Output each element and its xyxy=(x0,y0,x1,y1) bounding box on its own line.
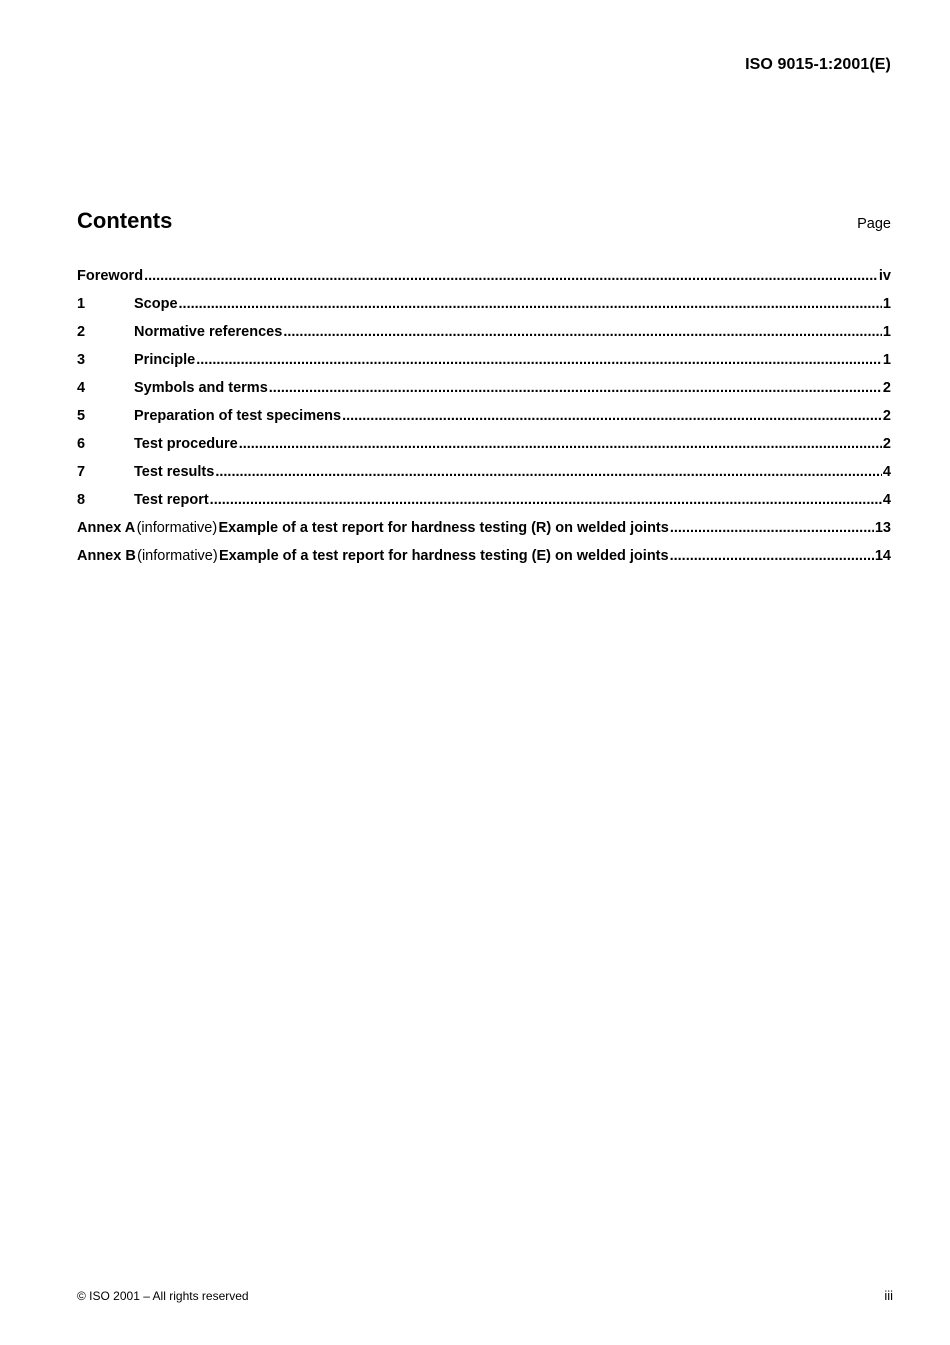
toc-entry-title: Preparation of test specimens xyxy=(134,408,342,424)
toc-entry-number: 7 xyxy=(77,464,86,480)
footer-page-number: iii xyxy=(884,1288,893,1303)
toc-entry-number: 6 xyxy=(77,436,86,452)
toc-leader xyxy=(342,408,882,424)
toc-leader xyxy=(210,492,882,508)
toc-leader xyxy=(144,268,878,284)
toc-entry-number: 4 xyxy=(77,380,86,396)
toc-entry-page: 4 xyxy=(882,492,891,508)
toc-leader xyxy=(670,520,874,536)
toc-entry-page: 1 xyxy=(882,352,891,368)
toc-entry-annex-b[interactable] xyxy=(77,548,891,576)
toc-entry-preparation-of-test-specimens[interactable] xyxy=(77,408,891,436)
toc-entry-page: iv xyxy=(878,268,891,284)
toc-entry-annex-a[interactable] xyxy=(77,520,891,548)
toc-leader xyxy=(269,380,882,396)
toc-entry-number: 5 xyxy=(77,408,86,424)
toc-entry-page: 2 xyxy=(882,408,891,424)
contents-title: Contents xyxy=(77,208,173,233)
toc-leader xyxy=(239,436,882,452)
document-id: ISO 9015-1:2001(E) xyxy=(745,56,891,73)
toc-entry-number: 1 xyxy=(77,296,86,312)
toc-entry-number: 2 xyxy=(77,324,86,340)
annex-type: (informative) xyxy=(137,548,218,564)
toc-entry-test-report[interactable] xyxy=(77,492,891,520)
toc-entry-title: Example of a test report for hardness testing (E) on welded joints xyxy=(219,548,669,564)
toc-entry-page: 2 xyxy=(882,436,891,452)
annex-label: Annex B xyxy=(77,548,136,564)
toc-entry-test-results[interactable] xyxy=(77,464,891,492)
toc-entry-title: Test report xyxy=(134,492,209,508)
toc-entry-scope[interactable] xyxy=(77,296,891,324)
toc-entry-page: 13 xyxy=(874,520,891,536)
toc-entry-page: 1 xyxy=(882,296,891,312)
toc-leader xyxy=(215,464,882,480)
toc-entry-principle[interactable] xyxy=(77,352,891,380)
toc-entry-page: 1 xyxy=(882,324,891,340)
table-of-contents xyxy=(77,268,891,576)
toc-entry-title: Principle xyxy=(134,352,196,368)
toc-entry-symbols-and-terms[interactable] xyxy=(77,380,891,408)
toc-entry-title: Test procedure xyxy=(134,436,238,452)
toc-entry-test-procedure[interactable] xyxy=(77,436,891,464)
toc-leader xyxy=(179,296,882,312)
toc-entry-title: Test results xyxy=(134,464,215,480)
toc-entry-page: 2 xyxy=(882,380,891,396)
toc-entry-page: 14 xyxy=(874,548,891,564)
annex-type: (informative) xyxy=(136,520,218,536)
toc-entry-title: Example of a test report for hardness testing (R) on welded joints xyxy=(218,520,669,536)
toc-leader xyxy=(670,548,874,564)
toc-entry-page: 4 xyxy=(882,464,891,480)
toc-entry-title: Scope xyxy=(134,296,178,312)
toc-entry-title: Normative references xyxy=(134,324,283,340)
toc-entry-title: Symbols and terms xyxy=(134,380,268,396)
footer-copyright: © ISO 2001 – All rights reserved xyxy=(77,1289,249,1303)
toc-entry-number: 3 xyxy=(77,352,86,368)
toc-leader xyxy=(196,352,882,368)
toc-entry-normative-references[interactable] xyxy=(77,324,891,352)
toc-entry-title: Foreword xyxy=(77,268,144,284)
toc-entry-number: 8 xyxy=(77,492,86,508)
toc-leader xyxy=(283,324,882,340)
annex-label: Annex A xyxy=(77,520,136,536)
toc-entry-foreword[interactable] xyxy=(77,268,891,296)
page-column-label: Page xyxy=(857,216,891,232)
